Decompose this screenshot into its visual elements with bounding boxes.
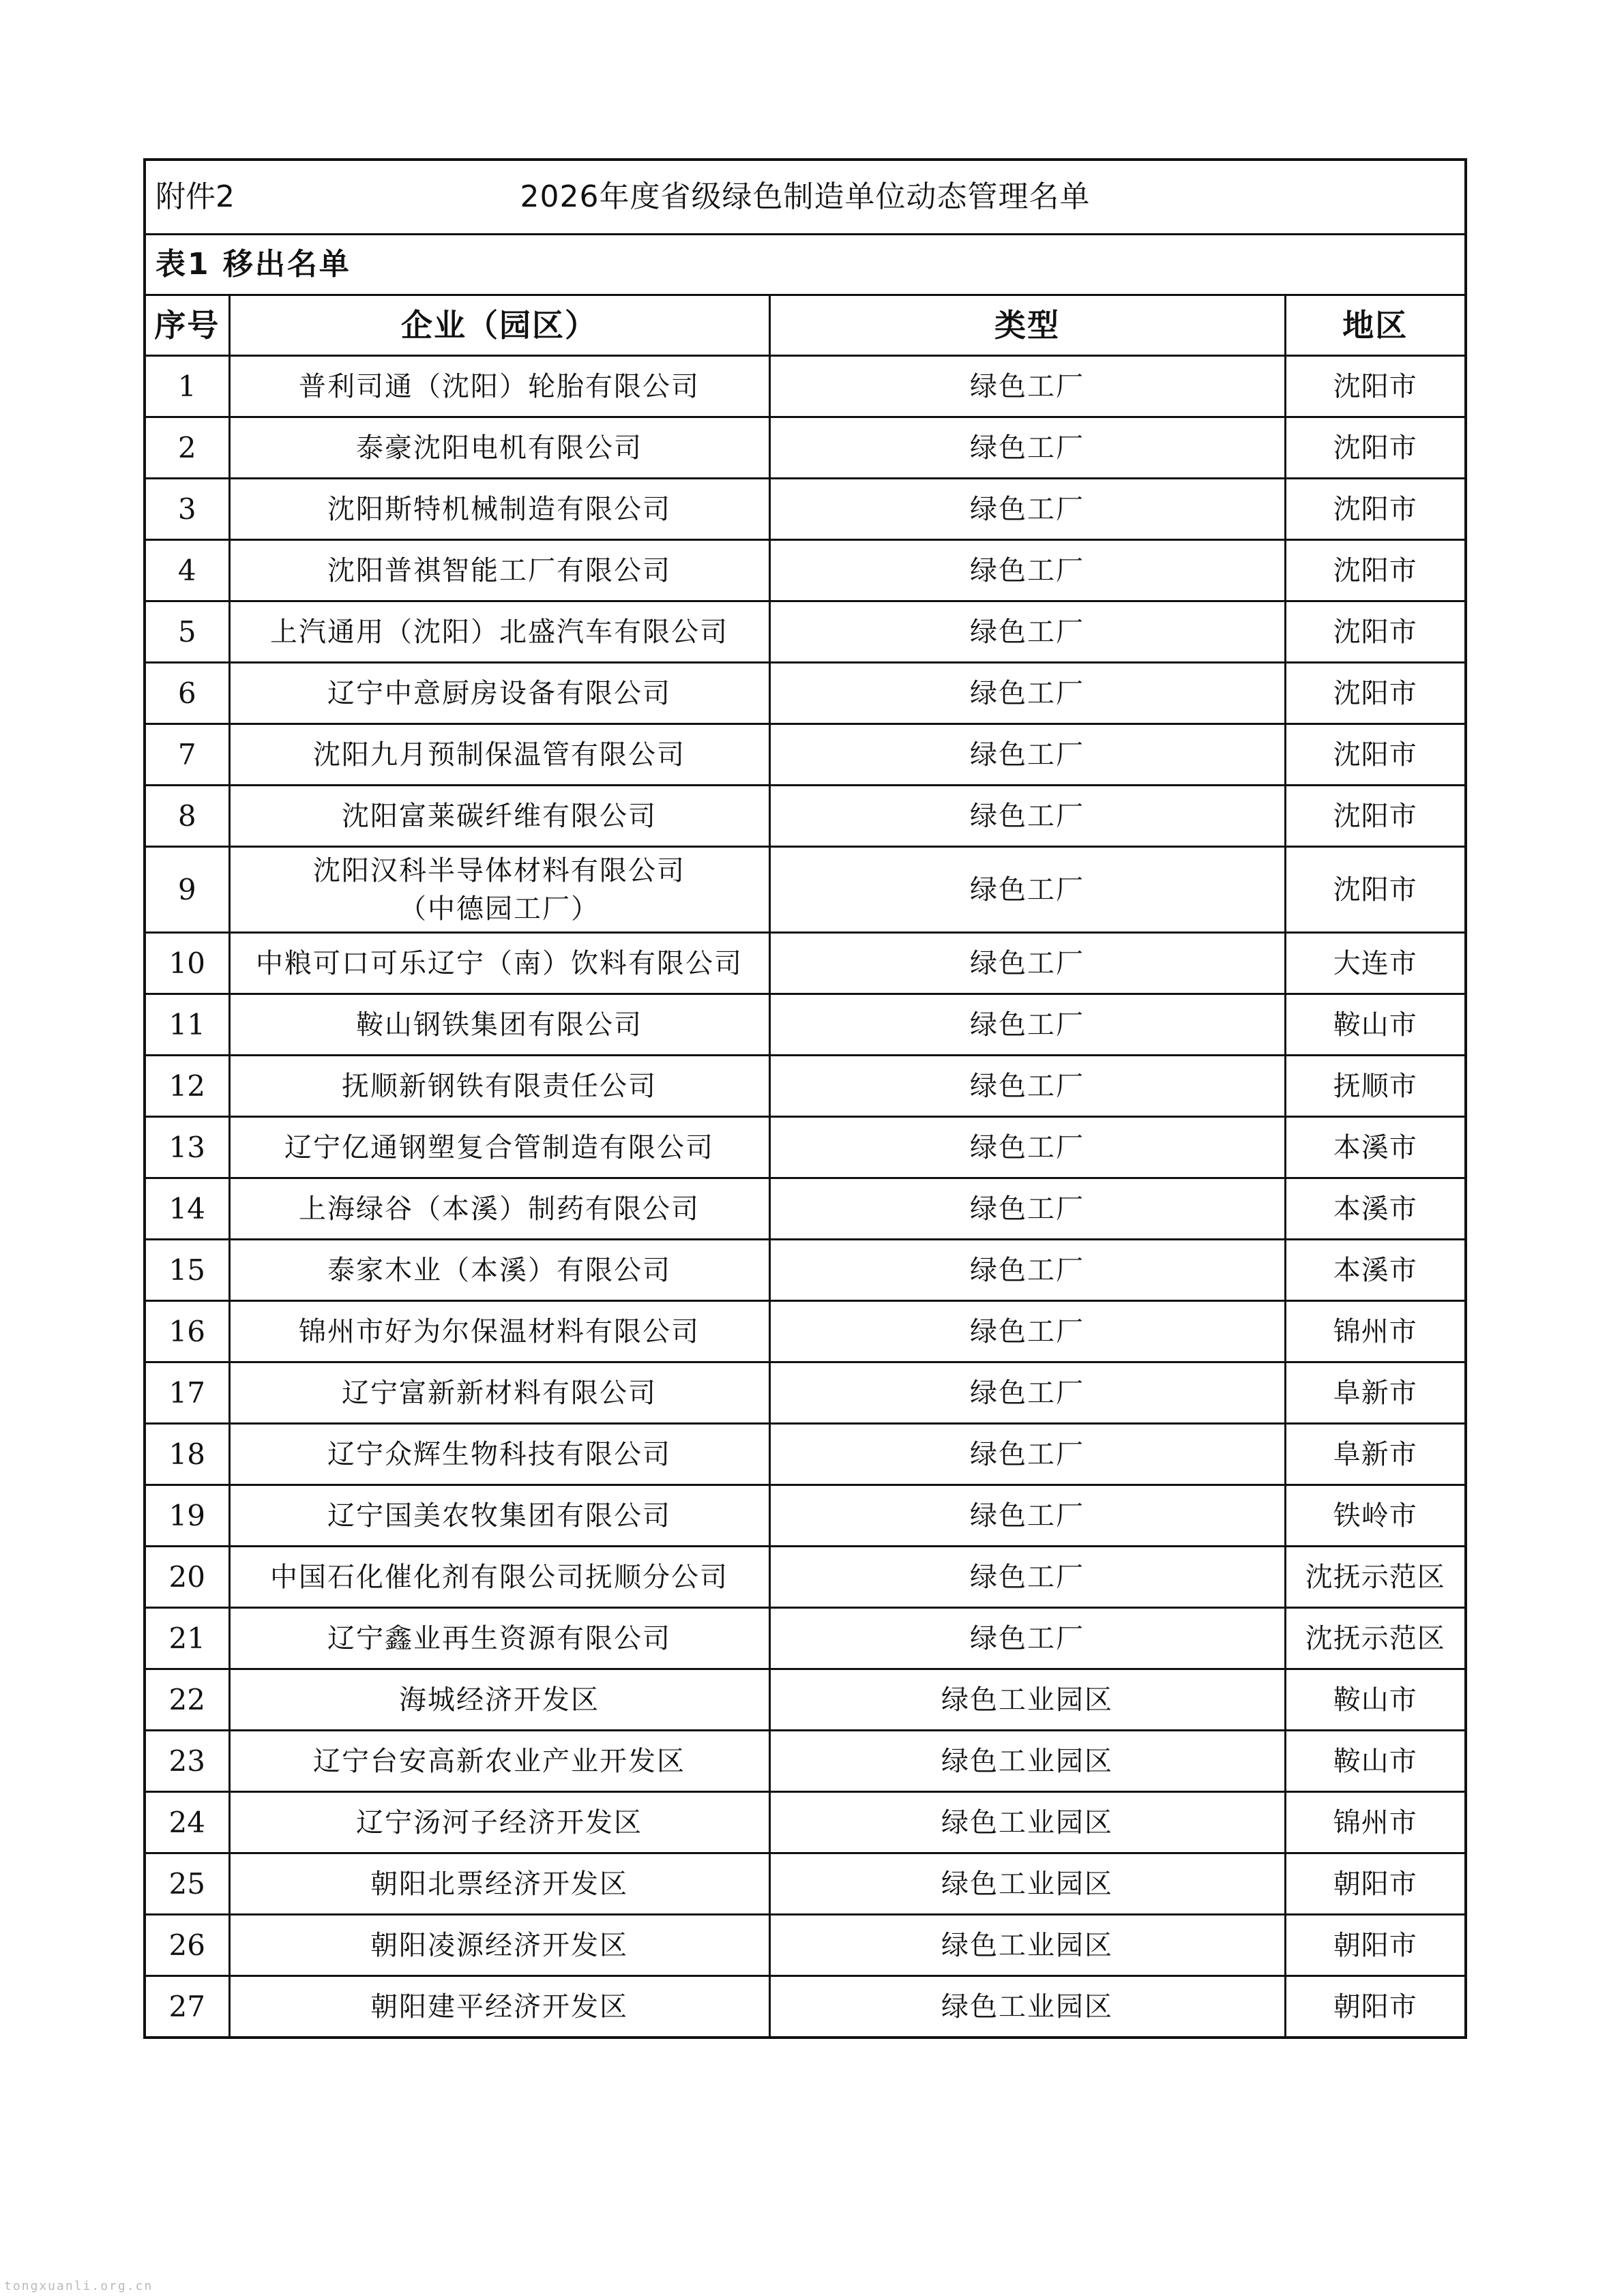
row-number: 16: [145, 1301, 229, 1362]
enterprise-name: 辽宁汤河子经济开发区: [229, 1792, 769, 1853]
enterprise-name: 辽宁富新新材料有限公司: [229, 1362, 769, 1424]
unit-type: 绿色工厂: [769, 540, 1285, 601]
unit-type: 绿色工厂: [769, 601, 1285, 663]
table-row: [145, 786, 1466, 847]
table-row: [145, 1362, 1466, 1424]
table-row: [145, 540, 1466, 601]
row-number: 6: [145, 663, 229, 724]
unit-type: 绿色工业园区: [769, 1792, 1285, 1853]
enterprise-name: 辽宁众辉生物科技有限公司: [229, 1424, 769, 1485]
row-number: 18: [145, 1424, 229, 1485]
unit-type: 绿色工厂: [769, 933, 1285, 994]
row-number: 14: [145, 1178, 229, 1240]
region: 沈阳市: [1285, 847, 1466, 933]
unit-type: 绿色工厂: [769, 479, 1285, 540]
region: 沈抚示范区: [1285, 1608, 1466, 1669]
unit-type: 绿色工厂: [769, 847, 1285, 933]
row-number: 23: [145, 1731, 229, 1792]
enterprise-name: 辽宁中意厨房设备有限公司: [229, 663, 769, 724]
unit-type: 绿色工厂: [769, 1178, 1285, 1240]
row-number: 24: [145, 1792, 229, 1853]
enterprise-name: 辽宁亿通钢塑复合管制造有限公司: [229, 1117, 769, 1178]
row-number: 22: [145, 1669, 229, 1731]
unit-type: 绿色工厂: [769, 1485, 1285, 1547]
region: 朝阳市: [1285, 1976, 1466, 2038]
region: 铁岭市: [1285, 1485, 1466, 1547]
table-row: [145, 1669, 1466, 1731]
unit-type: 绿色工业园区: [769, 1731, 1285, 1792]
region: 沈阳市: [1285, 601, 1466, 663]
row-number: 8: [145, 786, 229, 847]
region: 沈抚示范区: [1285, 1547, 1466, 1608]
column-header-no: 序号: [145, 295, 229, 356]
table-row: [145, 1485, 1466, 1547]
row-number: 15: [145, 1240, 229, 1301]
unit-type: 绿色工厂: [769, 786, 1285, 847]
enterprise-name: 普利司通（沈阳）轮胎有限公司: [229, 356, 769, 417]
region: 鞍山市: [1285, 994, 1466, 1056]
region: 锦州市: [1285, 1301, 1466, 1362]
table-row: [145, 1117, 1466, 1178]
table-row: [145, 1240, 1466, 1301]
row-number: 20: [145, 1547, 229, 1608]
unit-type: 绿色工厂: [769, 1117, 1285, 1178]
enterprise-name: 沈阳普祺智能工厂有限公司: [229, 540, 769, 601]
region: 沈阳市: [1285, 663, 1466, 724]
unit-type: 绿色工厂: [769, 724, 1285, 786]
unit-type: 绿色工业园区: [769, 1669, 1285, 1731]
table-row: [145, 847, 1466, 933]
region: 沈阳市: [1285, 356, 1466, 417]
unit-type: 绿色工厂: [769, 994, 1285, 1056]
enterprise-name: 沈阳斯特机械制造有限公司: [229, 479, 769, 540]
region: 沈阳市: [1285, 479, 1466, 540]
unit-type: 绿色工业园区: [769, 1976, 1285, 2038]
unit-type: 绿色工业园区: [769, 1853, 1285, 1915]
table-row: [145, 1731, 1466, 1792]
enterprise-name: 海城经济开发区: [229, 1669, 769, 1731]
table-row: [145, 1915, 1466, 1976]
region: 阜新市: [1285, 1424, 1466, 1485]
region: 本溪市: [1285, 1178, 1466, 1240]
enterprise-name: 朝阳建平经济开发区: [229, 1976, 769, 2038]
table-row: [145, 1424, 1466, 1485]
region: 沈阳市: [1285, 540, 1466, 601]
unit-type: 绿色工厂: [769, 417, 1285, 479]
enterprise-name: 沈阳九月预制保温管有限公司: [229, 724, 769, 786]
region: 大连市: [1285, 933, 1466, 994]
enterprise-name: 中国石化催化剂有限公司抚顺分公司: [229, 1547, 769, 1608]
enterprise-name: 鞍山钢铁集团有限公司: [229, 994, 769, 1056]
unit-type: 绿色工业园区: [769, 1915, 1285, 1976]
row-number: 5: [145, 601, 229, 663]
table-row: [145, 994, 1466, 1056]
enterprise-name: 辽宁鑫业再生资源有限公司: [229, 1608, 769, 1669]
column-header-enterprise: 企业（园区）: [229, 295, 769, 356]
region: 本溪市: [1285, 1117, 1466, 1178]
row-number: 4: [145, 540, 229, 601]
enterprise-name: 朝阳北票经济开发区: [229, 1853, 769, 1915]
unit-type: 绿色工厂: [769, 1547, 1285, 1608]
region: 鞍山市: [1285, 1731, 1466, 1792]
table-row: [145, 1792, 1466, 1853]
table-row: [145, 417, 1466, 479]
row-number: 26: [145, 1915, 229, 1976]
row-number: 27: [145, 1976, 229, 2038]
row-number: 2: [145, 417, 229, 479]
enterprise-name: 锦州市好为尔保温材料有限公司: [229, 1301, 769, 1362]
table-row: [145, 724, 1466, 786]
row-number: 9: [145, 847, 229, 933]
unit-type: 绿色工厂: [769, 663, 1285, 724]
region: 沈阳市: [1285, 724, 1466, 786]
enterprise-name: 中粮可口可乐辽宁（南）饮料有限公司: [229, 933, 769, 994]
table-row: [145, 1056, 1466, 1117]
enterprise-name: 泰豪沈阳电机有限公司: [229, 417, 769, 479]
region: 朝阳市: [1285, 1915, 1466, 1976]
enterprise-name: 泰家木业（本溪）有限公司: [229, 1240, 769, 1301]
row-number: 19: [145, 1485, 229, 1547]
title-row: [145, 160, 1466, 235]
attachment-label: 附件2: [156, 179, 235, 214]
enterprise-name: 上海绿谷（本溪）制药有限公司: [229, 1178, 769, 1240]
table-row: [145, 1608, 1466, 1669]
table-row: [145, 1547, 1466, 1608]
enterprise-name: 上汽通用（沈阳）北盛汽车有限公司: [229, 601, 769, 663]
unit-type: 绿色工厂: [769, 1056, 1285, 1117]
section-title: 表1 移出名单: [145, 235, 1466, 295]
region: 朝阳市: [1285, 1853, 1466, 1915]
table-row: [145, 1853, 1466, 1915]
region: 阜新市: [1285, 1362, 1466, 1424]
enterprise-name: 沈阳汉科半导体材料有限公司 （中德园工厂）: [229, 847, 769, 933]
row-number: 3: [145, 479, 229, 540]
table-row: [145, 601, 1466, 663]
table-row: [145, 933, 1466, 994]
row-number: 12: [145, 1056, 229, 1117]
region: 沈阳市: [1285, 417, 1466, 479]
unit-type: 绿色工厂: [769, 1608, 1285, 1669]
unit-type: 绿色工厂: [769, 1362, 1285, 1424]
removal-list-table: [143, 158, 1467, 2039]
enterprise-name: 抚顺新钢铁有限责任公司: [229, 1056, 769, 1117]
row-number: 1: [145, 356, 229, 417]
unit-type: 绿色工厂: [769, 356, 1285, 417]
row-number: 21: [145, 1608, 229, 1669]
region: 鞍山市: [1285, 1669, 1466, 1731]
enterprise-name: 沈阳富莱碳纤维有限公司: [229, 786, 769, 847]
unit-type: 绿色工厂: [769, 1240, 1285, 1301]
enterprise-name: 朝阳凌源经济开发区: [229, 1915, 769, 1976]
region: 本溪市: [1285, 1240, 1466, 1301]
row-number: 10: [145, 933, 229, 994]
enterprise-name: 辽宁台安高新农业产业开发区: [229, 1731, 769, 1792]
column-header-region: 地区: [1285, 295, 1466, 356]
watermark-text: tongxuanli.org.cn: [4, 2279, 153, 2293]
table-row: [145, 479, 1466, 540]
table-row: [145, 1301, 1466, 1362]
unit-type: 绿色工厂: [769, 1301, 1285, 1362]
enterprise-name: 辽宁国美农牧集团有限公司: [229, 1485, 769, 1547]
row-number: 11: [145, 994, 229, 1056]
table-row: [145, 356, 1466, 417]
document-title: 2026年度省级绿色制造单位动态管理名单: [520, 179, 1091, 214]
row-number: 17: [145, 1362, 229, 1424]
section-row: [145, 235, 1466, 295]
table-row: [145, 1976, 1466, 2038]
column-header-row: [145, 295, 1466, 356]
region: 锦州市: [1285, 1792, 1466, 1853]
unit-type: 绿色工厂: [769, 1424, 1285, 1485]
row-number: 25: [145, 1853, 229, 1915]
title-cell: [145, 160, 1466, 235]
row-number: 7: [145, 724, 229, 786]
region: 抚顺市: [1285, 1056, 1466, 1117]
column-header-type: 类型: [769, 295, 1285, 356]
region: 沈阳市: [1285, 786, 1466, 847]
row-number: 13: [145, 1117, 229, 1178]
table-row: [145, 1178, 1466, 1240]
table-row: [145, 663, 1466, 724]
